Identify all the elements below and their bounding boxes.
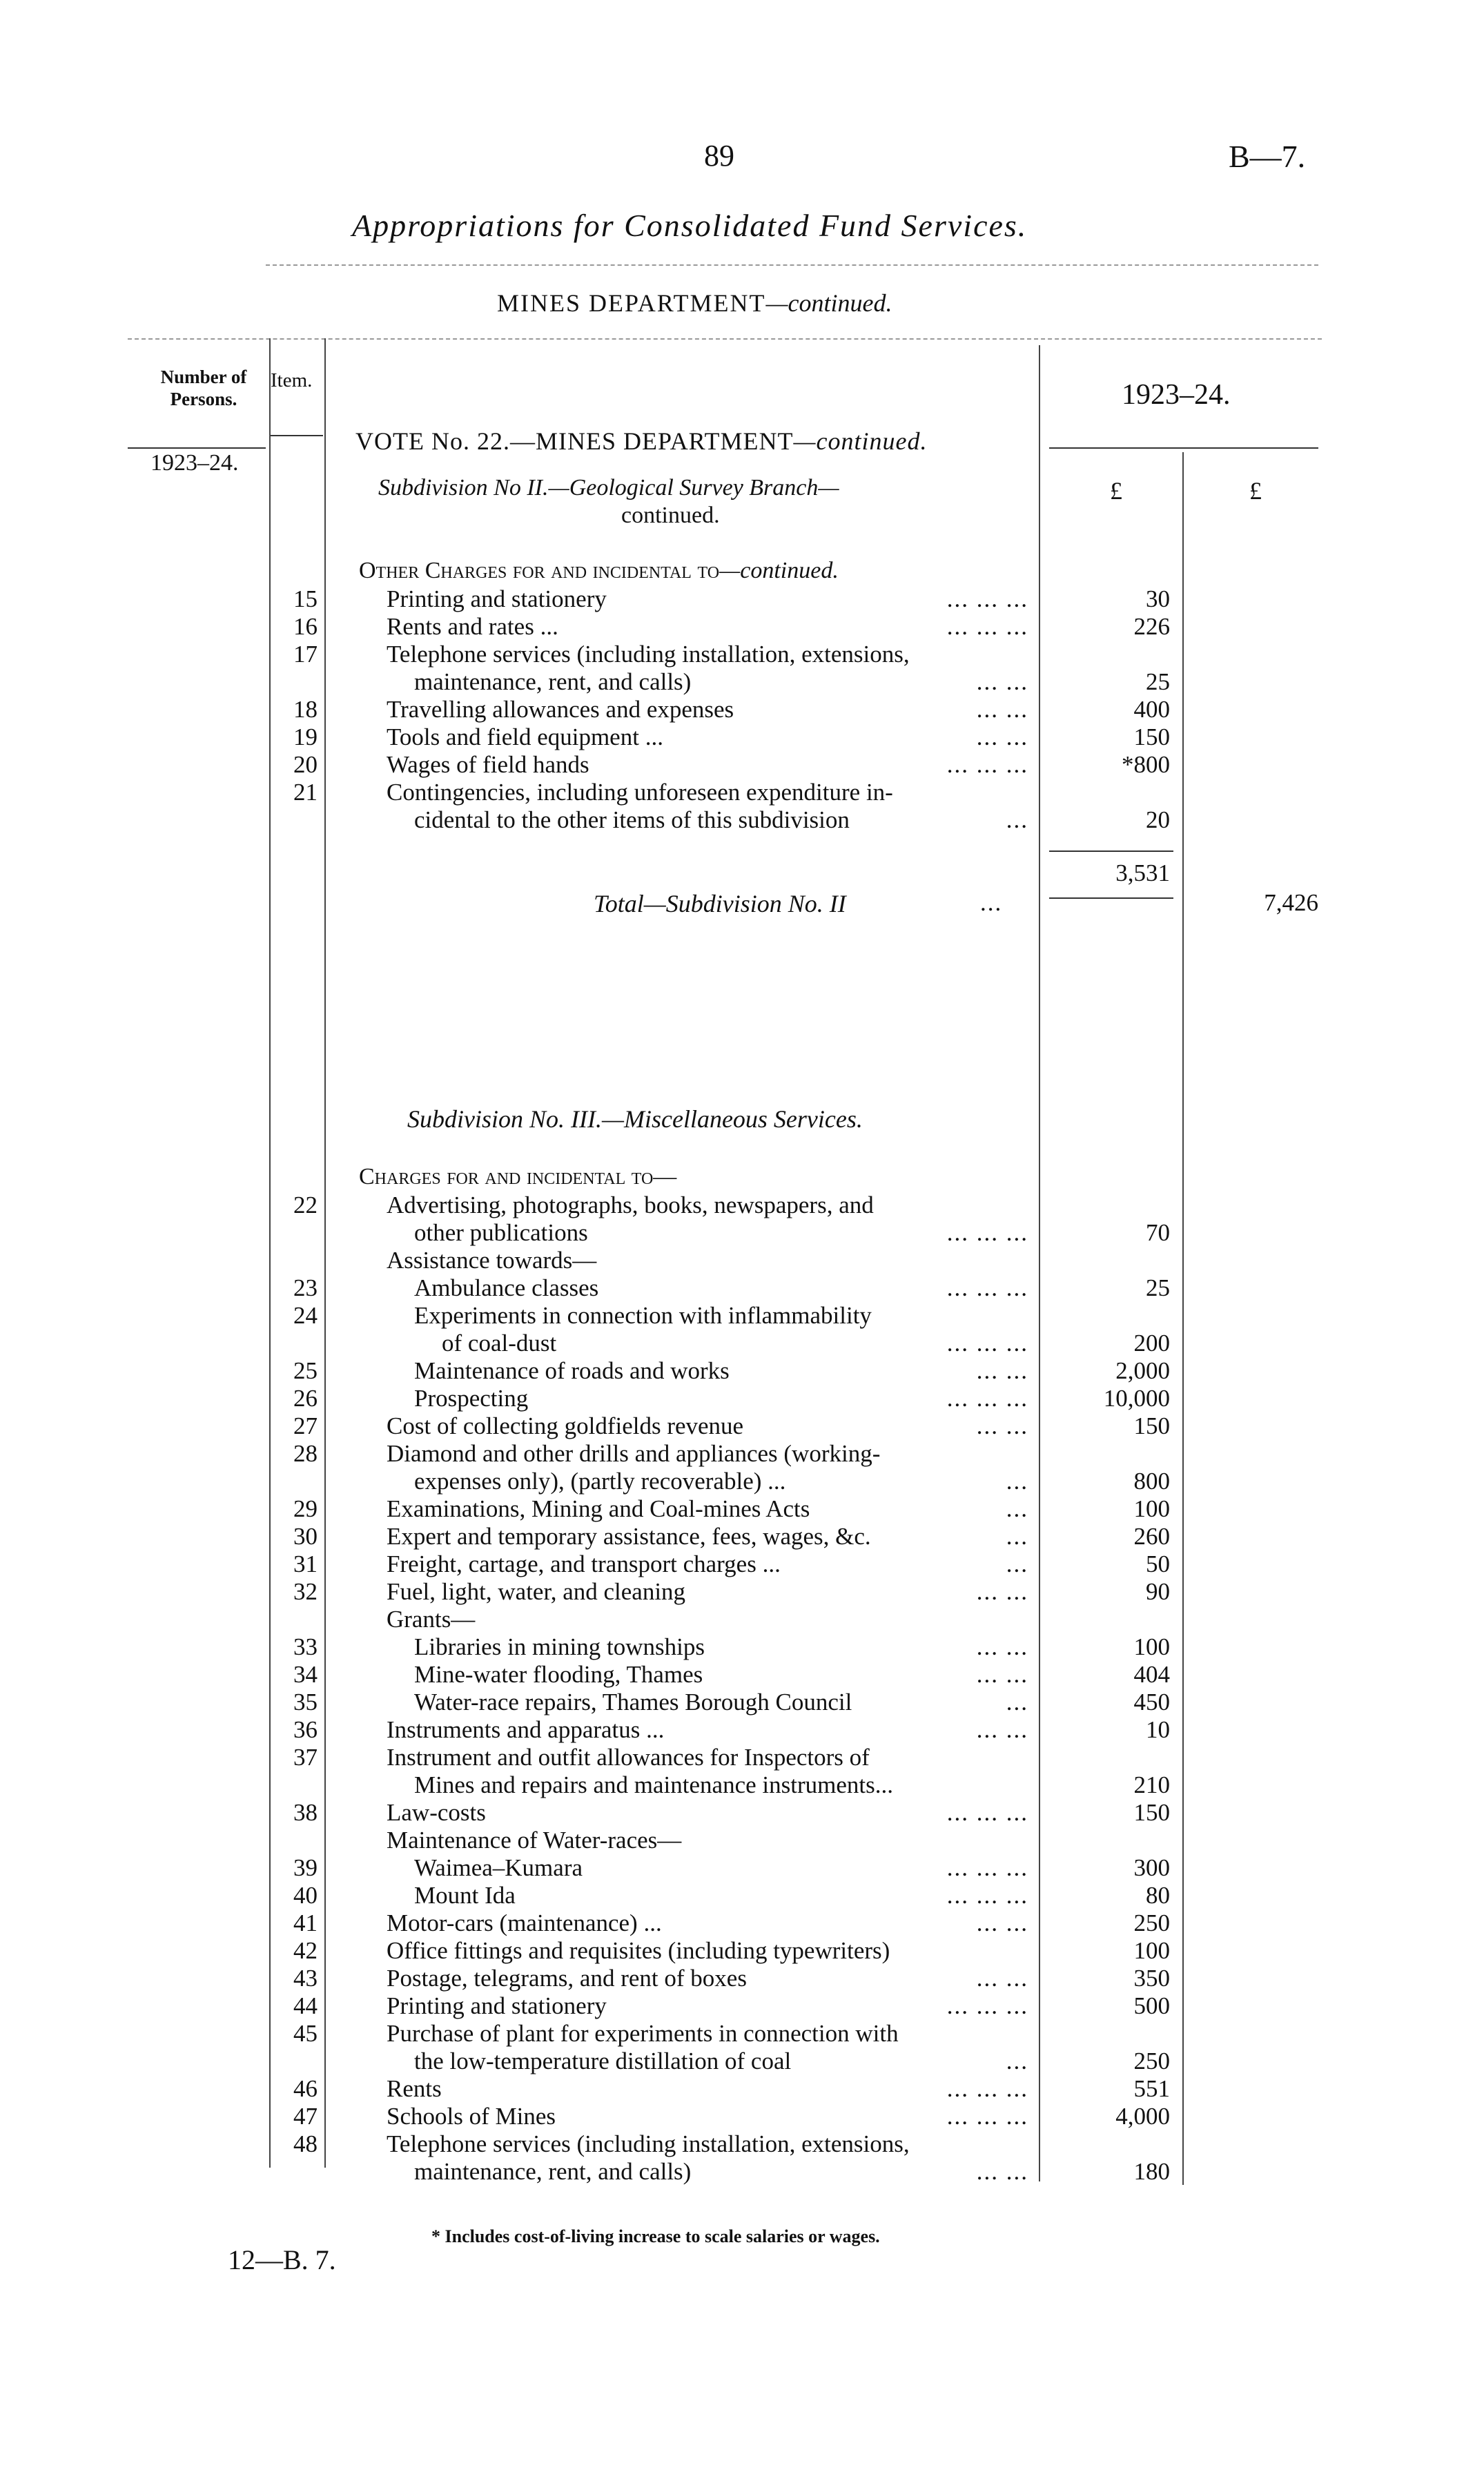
item-description: Telephone services (including installation, extensions, — [387, 641, 910, 668]
item-amount: 70 — [1146, 1219, 1170, 1246]
item-description: Postage, telegrams, and rent of boxes — [387, 1965, 747, 1992]
table-row — [0, 2103, 1484, 2130]
item-amount: 150 — [1133, 1412, 1170, 1439]
table-row — [0, 723, 1484, 751]
item-description: Maintenance of Water-races— — [387, 1827, 682, 1854]
table-row — [0, 1827, 1484, 1854]
item-number: 15 — [293, 585, 318, 612]
subtotal-rule-bottom — [1049, 897, 1173, 899]
item-amount: 800 — [1133, 1468, 1170, 1495]
item-description: Mines and repairs and maintenance instruments... — [414, 1771, 893, 1798]
item-number: 47 — [293, 2103, 318, 2130]
leader-dots: ... ... ... — [946, 2103, 1028, 2130]
persons-header-rule — [128, 447, 266, 449]
item-number: 38 — [293, 1799, 318, 1826]
table-row — [0, 641, 1484, 668]
table-row — [0, 1385, 1484, 1412]
leader-dots: ... ... — [976, 1357, 1028, 1384]
table-row — [0, 1274, 1484, 1302]
item-number: 16 — [293, 613, 318, 640]
item-number: 36 — [293, 1716, 318, 1743]
table-row — [0, 1495, 1484, 1523]
item-description: the low-temperature distillation of coal — [414, 2048, 792, 2074]
item-number: 23 — [293, 1274, 318, 1301]
table-row — [0, 1550, 1484, 1578]
item-description: maintenance, rent, and calls) — [414, 668, 692, 695]
leader-dots: ... ... ... — [946, 1854, 1028, 1881]
leader-dots: ... — [1006, 2048, 1028, 2074]
table-row — [0, 696, 1484, 723]
item-number: 24 — [293, 1302, 318, 1329]
item-amount: 350 — [1133, 1965, 1170, 1992]
section-label-text: Other Charges for and incidental to — [359, 558, 720, 583]
table-row — [0, 1937, 1484, 1965]
department-suffix: —continued. — [765, 289, 892, 317]
leader-dots: ... ... ... — [946, 1330, 1028, 1357]
item-number: 28 — [293, 1440, 318, 1467]
item-number: 30 — [293, 1523, 318, 1550]
item-amount: 30 — [1146, 585, 1170, 612]
item-amount: *800 — [1122, 751, 1170, 778]
item-amount: 100 — [1133, 1495, 1170, 1522]
table-row — [0, 1909, 1484, 1937]
item-description: Advertising, photographs, books, newspapers, and — [387, 1192, 874, 1218]
leader-dots: ... ... ... — [946, 1992, 1028, 2019]
item-description: Mount Ida — [414, 1882, 516, 1909]
item-number: 17 — [293, 641, 318, 668]
item-amount: 404 — [1133, 1661, 1170, 1688]
page-title: Appropriations for Consolidated Fund Services. — [352, 208, 1028, 243]
item-description: Rents and rates ... — [387, 613, 558, 640]
item-amount: 50 — [1146, 1550, 1170, 1577]
item-amount: 500 — [1133, 1992, 1170, 2019]
document-reference: B—7. — [1229, 139, 1306, 174]
item-number: 43 — [293, 1965, 318, 1992]
persons-year-label: 1923–24. — [150, 450, 239, 476]
leader-dots: ... ... ... — [946, 1385, 1028, 1412]
item-amount: 10,000 — [1103, 1385, 1170, 1412]
currency-symbol-items: £ — [1110, 477, 1122, 505]
item-amount: 100 — [1133, 1937, 1170, 1964]
item-number: 35 — [293, 1689, 318, 1715]
item-amount: 300 — [1133, 1854, 1170, 1881]
table-row — [0, 613, 1484, 641]
item-amount: 25 — [1146, 668, 1170, 695]
leader-dots: ... ... ... — [946, 613, 1028, 640]
table-row — [0, 1633, 1484, 1661]
item-number: 46 — [293, 2075, 318, 2102]
item-number: 44 — [293, 1992, 318, 2019]
table-row — [0, 1578, 1484, 1606]
table-row — [0, 751, 1484, 779]
department-name: MINES DEPARTMENT — [497, 289, 766, 317]
item-amount: 90 — [1146, 1578, 1170, 1605]
leader-dots: ... ... — [976, 1578, 1028, 1605]
item-description: maintenance, rent, and calls) — [414, 2158, 692, 2185]
leader-dots: ... ... ... — [946, 585, 1028, 612]
leader-dots: ... ... ... — [946, 1882, 1028, 1909]
item-number: 19 — [293, 723, 318, 750]
signature-reference: 12—B. 7. — [228, 2244, 336, 2275]
vote-name: VOTE No. 22.—MINES DEPARTMENT — [355, 427, 794, 455]
item-description: Wages of field hands — [387, 751, 589, 778]
table-row — [0, 779, 1484, 806]
table-row — [0, 1247, 1484, 1274]
year-header-rule — [1049, 447, 1318, 449]
item-description: Water-race repairs, Thames Borough Council — [414, 1689, 852, 1715]
leader-dots: ... ... — [976, 1965, 1028, 1992]
subdivision-3-title: Subdivision No. III.—Miscellaneous Services. — [407, 1105, 863, 1133]
table-row — [0, 1661, 1484, 1689]
item-description: Mine-water flooding, Thames — [414, 1661, 703, 1688]
table-row — [0, 2158, 1484, 2186]
item-amount: 100 — [1133, 1633, 1170, 1660]
table-row — [0, 1606, 1484, 1633]
table-row — [0, 2020, 1484, 2048]
table-row — [0, 1219, 1484, 1247]
item-description: Law-costs — [387, 1799, 486, 1826]
item-amount: 260 — [1133, 1523, 1170, 1550]
item-amount: 150 — [1133, 1799, 1170, 1826]
item-amount: 250 — [1133, 2048, 1170, 2074]
item-description: Expert and temporary assistance, fees, wages, &c. — [387, 1523, 871, 1550]
item-number: 45 — [293, 2020, 318, 2047]
item-amount: 226 — [1133, 613, 1170, 640]
item-number: 48 — [293, 2130, 318, 2157]
leader-dots: ... ... ... — [946, 751, 1028, 778]
item-description: Printing and stationery — [387, 1992, 607, 2019]
item-description: Prospecting — [414, 1385, 529, 1412]
table-row — [0, 2130, 1484, 2158]
item-description: expenses only), (partly recoverable) ... — [414, 1468, 786, 1495]
table-row — [0, 806, 1484, 834]
column-header-year: 1923–24. — [1122, 379, 1231, 411]
item-number: 39 — [293, 1854, 318, 1881]
item-number: 40 — [293, 1882, 318, 1909]
item-number: 22 — [293, 1192, 318, 1218]
column-header-item: Item. — [271, 369, 313, 391]
leader-dots: ... ... — [976, 696, 1028, 723]
item-number: 42 — [293, 1937, 318, 1964]
leader-dots: ... ... ... — [946, 1274, 1028, 1301]
item-description: Ambulance classes — [414, 1274, 599, 1301]
item-amount: 180 — [1133, 2158, 1170, 2185]
item-description: Freight, cartage, and transport charges ... — [387, 1550, 781, 1577]
department-heading — [497, 289, 892, 318]
table-row — [0, 1523, 1484, 1550]
item-number: 32 — [293, 1578, 318, 1605]
total-label: Total—Subdivision No. II — [594, 890, 846, 917]
leader-dots: ... ... ... — [946, 2075, 1028, 2102]
table-row — [0, 1965, 1484, 1992]
currency-symbol-totals: £ — [1249, 477, 1262, 505]
table-top-rule — [128, 338, 1322, 340]
item-number: 20 — [293, 751, 318, 778]
total-dots: ... — [980, 889, 1003, 916]
item-amount: 20 — [1146, 806, 1170, 833]
item-amount: 450 — [1133, 1689, 1170, 1715]
item-amount: 2,000 — [1115, 1357, 1170, 1384]
table-row — [0, 1689, 1484, 1716]
column-header-persons: Number of Persons. — [160, 367, 247, 409]
section-label-suffix: —continued. — [719, 558, 839, 583]
vote-suffix: —continued. — [793, 427, 928, 455]
item-description: Instrument and outfit allowances for Inspectors of — [387, 1744, 870, 1771]
leader-dots: ... ... — [976, 723, 1028, 750]
leader-dots: ... ... ... — [946, 1799, 1028, 1826]
item-amount: 210 — [1133, 1771, 1170, 1798]
page-number: 89 — [704, 139, 734, 173]
table-row — [0, 2075, 1484, 2103]
item-number: 41 — [293, 1909, 318, 1936]
item-amount: 4,000 — [1115, 2103, 1170, 2130]
leader-dots: ... ... — [976, 1412, 1028, 1439]
footnote: * Includes cost-of-living increase to scale salaries or wages. — [431, 2226, 880, 2246]
leader-dots: ... ... — [976, 1633, 1028, 1660]
table-row — [0, 1192, 1484, 1219]
table-row — [0, 1854, 1484, 1882]
table-row — [0, 1357, 1484, 1385]
subdivision-2-title: Subdivision No II.—Geological Survey Branch— — [378, 475, 839, 500]
item-description: Libraries in mining townships — [414, 1633, 705, 1660]
item-amount: 150 — [1133, 723, 1170, 750]
item-description: Printing and stationery — [387, 585, 607, 612]
subdivision-3-section-label — [359, 1164, 676, 1190]
total-amount: 7,426 — [1264, 889, 1318, 916]
item-description: other publications — [414, 1219, 588, 1246]
leader-dots: ... — [1006, 806, 1028, 833]
item-description: Office fittings and requisites (including typewriters) — [387, 1937, 890, 1964]
item-number: 18 — [293, 696, 318, 723]
item-description: Maintenance of roads and works — [414, 1357, 730, 1384]
item-description: Motor-cars (maintenance) ... — [387, 1909, 662, 1936]
table-row — [0, 1744, 1484, 1771]
table-row — [0, 1468, 1484, 1495]
subtotal-amount: 3,531 — [1115, 859, 1170, 886]
leader-dots: ... ... ... — [946, 1219, 1028, 1246]
item-description: Assistance towards— — [387, 1247, 597, 1274]
item-amount: 25 — [1146, 1274, 1170, 1301]
item-description: Waimea–Kumara — [414, 1854, 583, 1881]
item-description: Rents — [387, 2075, 442, 2102]
subtotal-rule-top — [1049, 850, 1173, 852]
item-number: 25 — [293, 1357, 318, 1384]
table-row — [0, 1882, 1484, 1909]
leader-dots: ... ... — [976, 1661, 1028, 1688]
item-number: 34 — [293, 1661, 318, 1688]
item-number: 31 — [293, 1550, 318, 1577]
item-number: 33 — [293, 1633, 318, 1660]
table-row — [0, 1412, 1484, 1440]
item-description: Telephone services (including installation, extensions, — [387, 2130, 910, 2157]
item-amount: 200 — [1133, 1330, 1170, 1357]
item-amount: 551 — [1133, 2075, 1170, 2102]
item-description: Grants— — [387, 1606, 476, 1633]
leader-dots: ... — [1006, 1468, 1028, 1495]
leader-dots: ... — [1006, 1495, 1028, 1522]
item-description: Travelling allowances and expenses — [387, 696, 734, 723]
leader-dots: ... — [1006, 1689, 1028, 1715]
item-description: Contingencies, including unforeseen expenditure in- — [387, 779, 893, 806]
table-row — [0, 1992, 1484, 2020]
item-description: Fuel, light, water, and cleaning — [387, 1578, 686, 1605]
table-row — [0, 668, 1484, 696]
item-description: cidental to the other items of this subdivision — [414, 806, 850, 833]
table-row — [0, 1716, 1484, 1744]
item-description: Instruments and apparatus ... — [387, 1716, 665, 1743]
table-row — [0, 585, 1484, 613]
leader-dots: ... ... — [976, 668, 1028, 695]
table-row — [0, 1302, 1484, 1330]
item-description: Schools of Mines — [387, 2103, 556, 2130]
subdivision-2-continued: continued. — [621, 503, 720, 528]
item-description: Cost of collecting goldfields revenue — [387, 1412, 744, 1439]
item-amount: 10 — [1146, 1716, 1170, 1743]
item-number: 37 — [293, 1744, 318, 1771]
item-header-rule — [271, 435, 323, 436]
table-row — [0, 1799, 1484, 1827]
table-row — [0, 1330, 1484, 1357]
table-row — [0, 1771, 1484, 1799]
title-rule — [266, 264, 1318, 266]
item-number: 27 — [293, 1412, 318, 1439]
item-amount: 80 — [1146, 1882, 1170, 1909]
section-label-text: Charges for and incidental to— — [359, 1164, 677, 1189]
item-number: 26 — [293, 1385, 318, 1412]
item-description: Diamond and other drills and appliances (working- — [387, 1440, 881, 1467]
leader-dots: ... ... — [976, 2158, 1028, 2185]
subdivision-2-section-label — [359, 558, 839, 584]
item-number: 29 — [293, 1495, 318, 1522]
leader-dots: ... ... — [976, 1716, 1028, 1743]
table-row — [0, 1440, 1484, 1468]
leader-dots: ... — [1006, 1550, 1028, 1577]
item-description: of coal-dust — [442, 1330, 557, 1357]
item-amount: 400 — [1133, 696, 1170, 723]
item-number: 21 — [293, 779, 318, 806]
leader-dots: ... ... — [976, 1909, 1028, 1936]
vote-title — [355, 427, 928, 456]
item-description: Tools and field equipment ... — [387, 723, 663, 750]
item-description: Examinations, Mining and Coal-mines Acts — [387, 1495, 810, 1522]
item-amount: 250 — [1133, 1909, 1170, 1936]
table-row — [0, 2048, 1484, 2075]
item-description: Experiments in connection with inflammability — [414, 1302, 872, 1329]
item-description: Purchase of plant for experiments in connection with — [387, 2020, 899, 2047]
leader-dots: ... — [1006, 1523, 1028, 1550]
